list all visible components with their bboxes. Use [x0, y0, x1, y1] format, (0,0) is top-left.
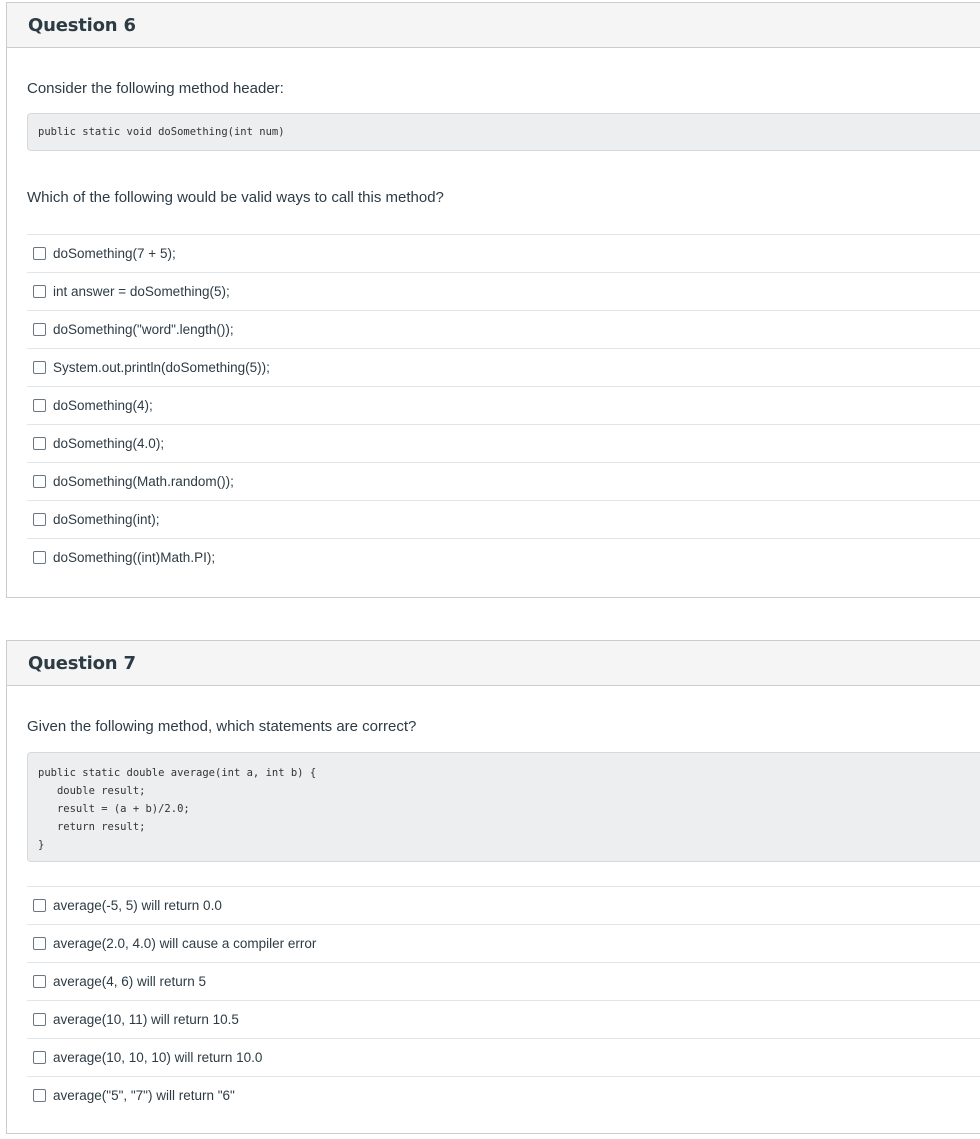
answer-label: average(10, 10, 10) will return 10.0: [53, 1050, 263, 1065]
answer-label: doSomething(int);: [53, 512, 160, 527]
answer-option[interactable]: [27, 539, 980, 576]
answer-label: average(4, 6) will return 5: [53, 974, 207, 989]
answer-option[interactable]: [27, 501, 980, 539]
answer-checkbox[interactable]: [33, 1089, 46, 1102]
answer-checkbox[interactable]: [33, 399, 46, 412]
question-title: Question 7: [28, 652, 136, 674]
answer-label: average(-5, 5) will return 0.0: [53, 898, 222, 913]
answer-option[interactable]: [27, 273, 980, 311]
answer-checkbox[interactable]: [33, 285, 46, 298]
answer-label: doSomething(Math.random());: [53, 474, 234, 489]
answer-checkbox[interactable]: [33, 437, 46, 450]
question-text: Which of the following would be valid ways to call this method?: [27, 189, 444, 206]
answer-option[interactable]: [27, 387, 980, 425]
answer-checkbox[interactable]: [33, 361, 46, 374]
code-block: public static double average(int a, int b) { double result; result = (a + b)/2.0; return result; }: [27, 752, 980, 862]
answer-option[interactable]: [27, 425, 980, 463]
answer-option[interactable]: [27, 1001, 980, 1039]
answer-label: average("5", "7") will return "6": [53, 1088, 235, 1103]
answer-label: System.out.println(doSomething(5));: [53, 360, 270, 375]
answer-option[interactable]: [27, 1077, 980, 1114]
answer-label: doSomething(7 + 5);: [53, 246, 176, 261]
answer-option[interactable]: [27, 963, 980, 1001]
question-6: [6, 2, 980, 598]
answer-checkbox[interactable]: [33, 247, 46, 260]
answer-checkbox[interactable]: [33, 975, 46, 988]
question-header: [7, 641, 980, 686]
answer-checkbox[interactable]: [33, 1013, 46, 1026]
answer-option[interactable]: [27, 349, 980, 387]
answer-list: [27, 234, 980, 576]
answer-checkbox[interactable]: [33, 323, 46, 336]
answer-option[interactable]: [27, 235, 980, 273]
answer-checkbox[interactable]: [33, 551, 46, 564]
answer-option[interactable]: [27, 1039, 980, 1077]
answer-checkbox[interactable]: [33, 1051, 46, 1064]
question-body: [7, 686, 980, 1114]
answer-label: int answer = doSomething(5);: [53, 284, 230, 299]
answer-label: average(10, 11) will return 10.5: [53, 1012, 239, 1027]
answer-option[interactable]: [27, 311, 980, 349]
answer-label: average(2.0, 4.0) will cause a compiler error: [53, 936, 317, 951]
answer-checkbox[interactable]: [33, 513, 46, 526]
question-title: Question 6: [28, 14, 136, 36]
question-header: [7, 3, 980, 48]
answer-checkbox[interactable]: [33, 937, 46, 950]
answer-label: doSomething(4.0);: [53, 436, 165, 451]
question-prompt: Given the following method, which statements are correct?: [27, 718, 417, 735]
answer-checkbox[interactable]: [33, 475, 46, 488]
answer-label: doSomething((int)Math.PI);: [53, 550, 216, 565]
code-block: public static void doSomething(int num): [27, 113, 980, 151]
answer-list: [27, 886, 980, 1114]
answer-label: doSomething("word".length());: [53, 322, 234, 337]
answer-label: doSomething(4);: [53, 398, 153, 413]
answer-option[interactable]: [27, 463, 980, 501]
answer-option[interactable]: [27, 887, 980, 925]
question-prompt: Consider the following method header:: [27, 80, 284, 97]
question-7: [6, 640, 980, 1134]
question-body: [7, 48, 980, 576]
answer-option[interactable]: [27, 925, 980, 963]
answer-checkbox[interactable]: [33, 899, 46, 912]
